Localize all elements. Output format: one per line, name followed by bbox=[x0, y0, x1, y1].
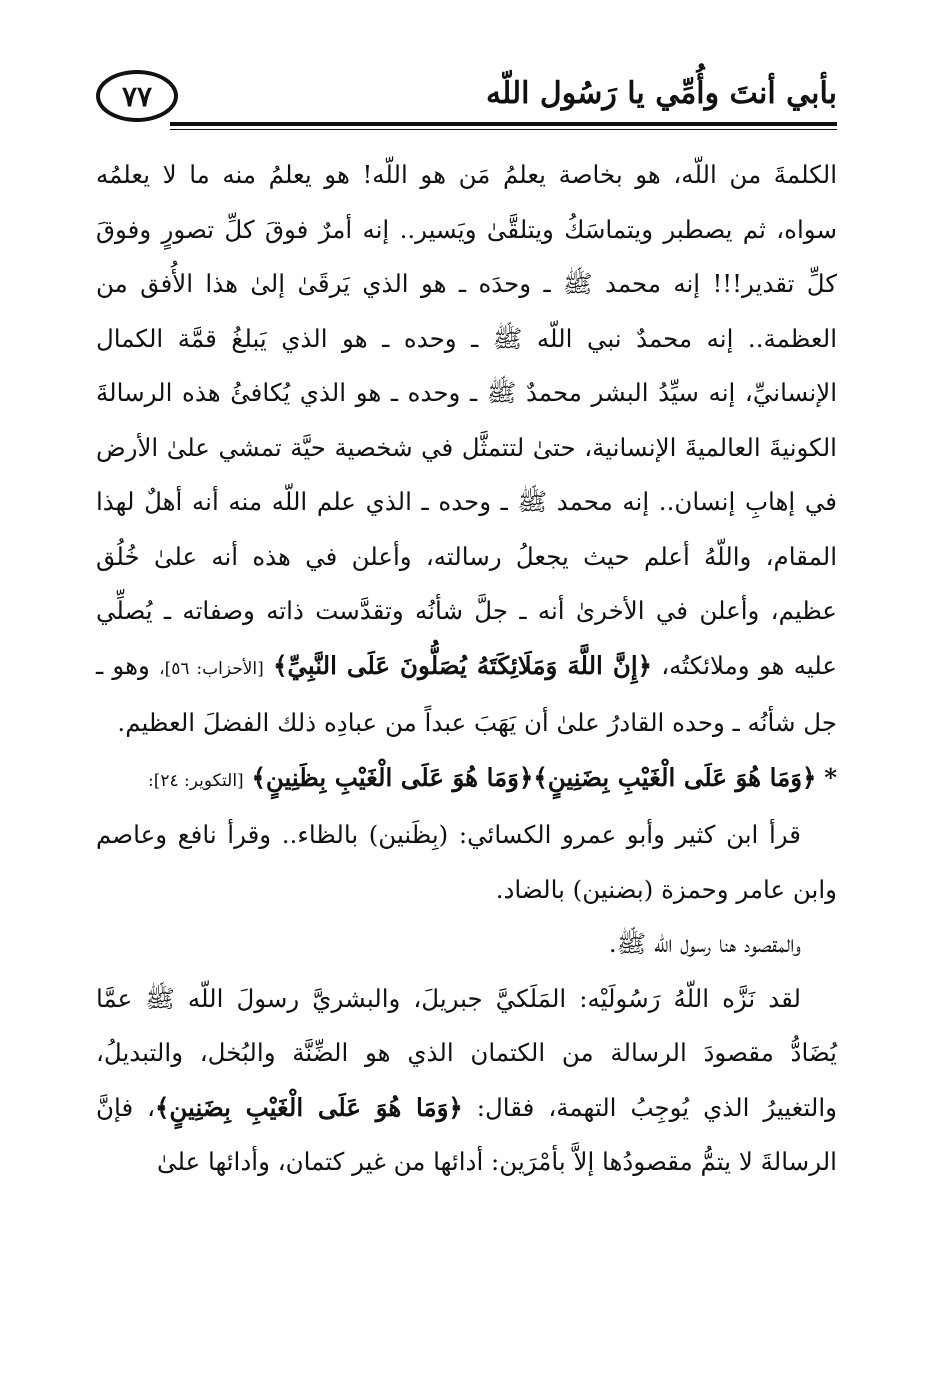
page-number-badge bbox=[96, 70, 178, 122]
paragraph bbox=[96, 148, 837, 751]
page-header bbox=[96, 62, 837, 140]
page-number: ٧٧ bbox=[121, 79, 153, 113]
header-rule-thin bbox=[170, 129, 837, 130]
paragraph-text: ، فإنَّ الرسالةَ لا يتمُّ مقصودُها إلاَّ بأمْرَين: أدائها من غير كتمان، وأدائها علىٰ bbox=[96, 1092, 837, 1176]
paragraph-text: والمقصود هنا رسول اللّه ﷺ. bbox=[608, 929, 801, 958]
paragraph-text: قرأ ابن كثير وأبو عمرو الكسائي: (بِظَنين) بالظاء.. وقرأ نافع وعاصم وابن عامر وحمزة (بضنين) بالضاد. bbox=[96, 820, 837, 904]
quran-verse: ﴿وَمَا هُوَ عَلَى الْغَيْبِ بِضَنِينٍ﴾ bbox=[155, 1092, 463, 1122]
quran-verse: ﴿وَمَا هُوَ عَلَى الْغَيْبِ بِظَنِينٍ﴾ bbox=[251, 762, 534, 792]
paragraph bbox=[96, 972, 837, 1190]
paragraph bbox=[96, 917, 837, 972]
verse-reference: [التكوير: ٢٤]: bbox=[147, 770, 244, 791]
star-bullet: * bbox=[824, 762, 837, 792]
header-rule bbox=[170, 122, 837, 126]
paragraph-text: وهو ـ جل شأنُه ـ وحده القادرُ علىٰ أن يَهَبَ عبداً من عبادِه ذلك الفضلَ العظيم. bbox=[96, 650, 837, 737]
paragraph bbox=[96, 808, 837, 917]
running-title: بأبي أنتَ وأُمِّي يا رَسُول اللّه bbox=[485, 76, 837, 111]
quran-verse: ﴿وَمَا هُوَ عَلَى الْغَيْبِ بِضَنِينٍ﴾ bbox=[533, 762, 817, 792]
paragraph-text: لقد نَزَّه اللّهُ رَسُولَيْه: المَلَكيَّ جبريلَ، والبشريَّ رسولَ اللّه ﷺ عمَّا يُضَادُّ مقصودَ الرسالة من الكتمان الذي هو الضِّنَّة والبُخل، والتبديلُ، والتغييرُ الذي يُوجِبُ التهمة، فقال: bbox=[96, 983, 837, 1122]
section-heading bbox=[96, 751, 837, 809]
paragraph-text: الكلمةَ من اللّه، هو بخاصة يعلمُ مَن هو اللّه! هو يعلمُ منه ما لا يعلمُه سواه، ثم يصطبر ويتماسَكُ ويتلقَّىٰ ويَسير.. إنه أمرٌ فوقَ كلِّ تصورٍ وفوقَ كلِّ تقدير!!! إنه محمد ﷺ ـ وحدَه ـ هو الذي يَرقَىٰ إلىٰ هذا الأُفق من العظمة.. إنه محمدٌ نبي اللّه ﷺ ـ وحده ـ هو الذي يَبلغُ قمَّة الكمال الإنسانيِّ، إنه سيِّدُ البشر محمدٌ ﷺ ـ وحده ـ هو الذي يُكافئُ هذه الرسالةَ الكونيةَ العالميةَ الإنسانية، حتىٰ لتتمثَّل في شخصية حيَّة تمشي علىٰ الأرض في إهابِ إنسان.. إنه محمد ﷺ ـ وحده ـ الذي علم اللّه منه أنه أهلٌ لهذا المقام، واللّهُ أعلم حيث يجعلُ رسالته، وأعلن في هذه أنه علىٰ خُلُق عظيم، وأعلن في الأخرىٰ أنه ـ جلَّ شأنُه وتقدَّست ذاته وصفاته ـ يُصلِّي عليه هو وملائكتُه، bbox=[96, 160, 838, 680]
quran-verse: ﴿إِنَّ اللَّهَ وَمَلَائِكَتَهُ يُصَلُّونَ عَلَى النَّبِيِّ﴾ bbox=[273, 650, 652, 680]
page-body bbox=[96, 148, 837, 1190]
verse-reference: [الأحزاب: ٥٦]، bbox=[159, 658, 264, 679]
